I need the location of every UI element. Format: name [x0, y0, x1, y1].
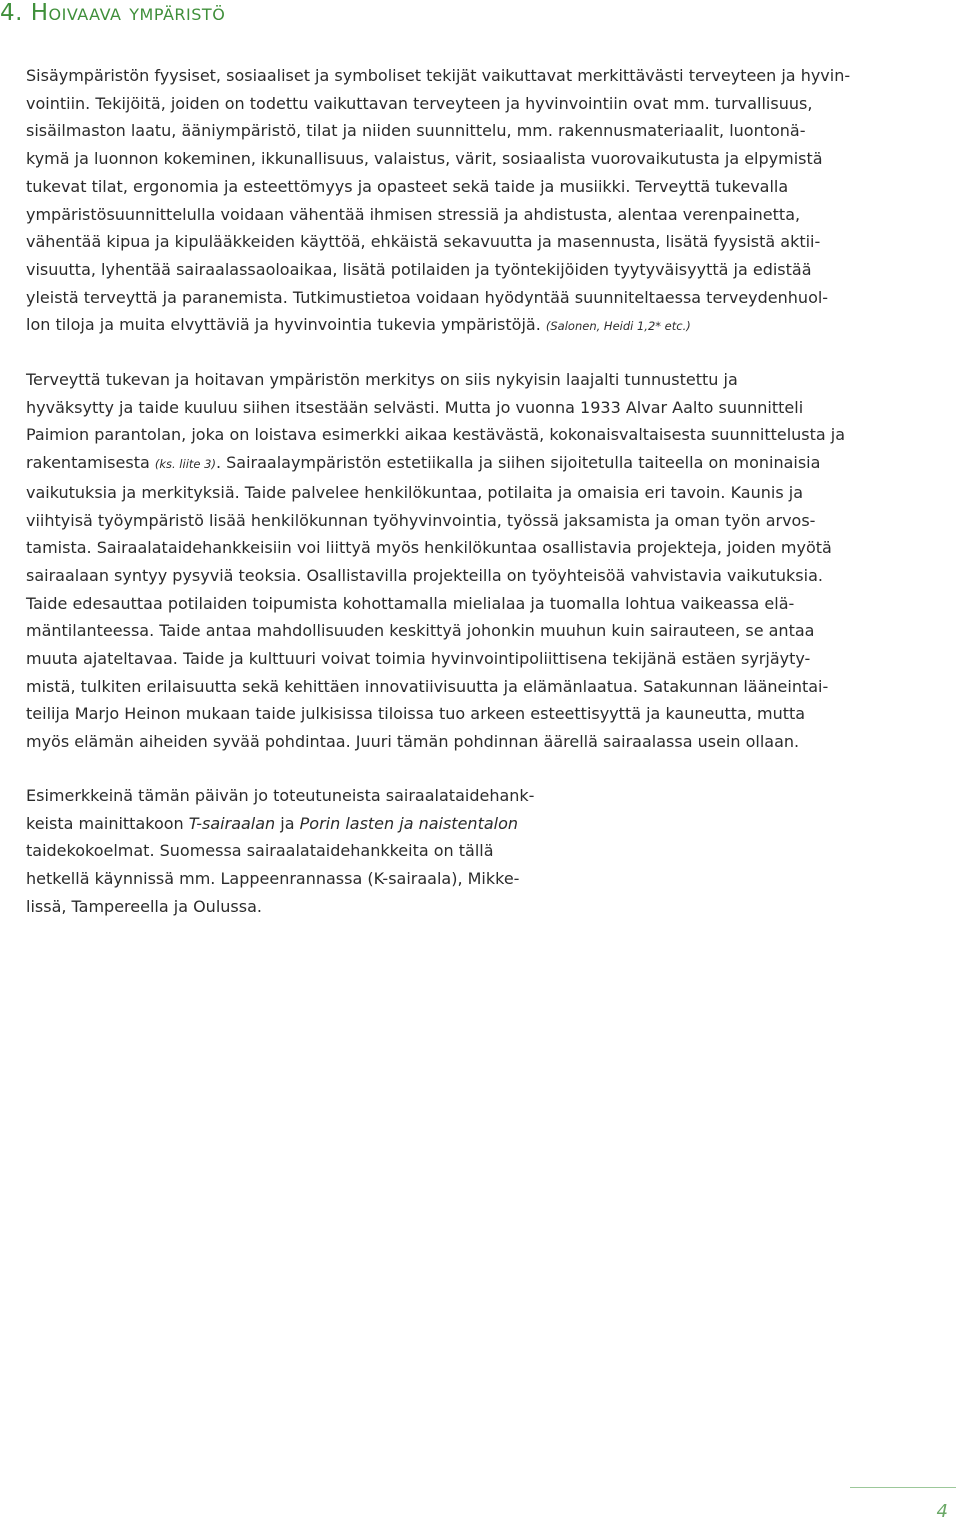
text-line-start: keista mainittakoon [26, 813, 189, 833]
text-line: viihtyisä työympäristö lisää henkilökunnan työhyvinvointia, työssä jaksamista ja oman työn arvos- [26, 510, 816, 530]
paragraph-3 [26, 782, 534, 921]
section-number: 4. [0, 0, 23, 26]
reference-citation: (Salonen, Heidi 1,2* etc.) [545, 319, 691, 334]
text-line: mistä, tulkiten erilaisuutta sekä kehittäen innovatiivisuutta ja elämänlaatua. Satakunnan lääneintai- [26, 676, 829, 696]
text-line: Esimerkkeinä tämän päivän jo toteutuneista sairaalataidehank- [26, 786, 535, 805]
text-line: sairaalaan syntyy pysyviä teoksia. Osallistavilla projekteilla on työyhteisöä vahvistavia vaikutuksia. [26, 565, 823, 585]
text-line: vähentää kipua ja kipulääkkeiden käyttöä, ehkäistä sekavuutta ja masennusta, lisätä fyysistä aktii- [26, 232, 821, 252]
reference-citation: (ks. liite 3) [154, 457, 216, 472]
emphasized-name-pori: Porin lasten ja naistentalon [299, 813, 519, 833]
text-line: tamista. Sairaalataidehankkeisiin voi liittyä myös henkilökuntaa osallistavia projekteja, joiden myötä [26, 538, 832, 558]
paragraph-2 [26, 366, 845, 756]
text-line: Terveyttä tukevan ja hoitavan ympäristön merkitys on siis nykyisin laajalti tunnustettu ja [26, 370, 738, 389]
text-line: taidekokoelmat. Suomessa sairaalataidehankkeita on tällä [26, 841, 494, 861]
text-line: mäntilanteessa. Taide antaa mahdollisuuden keskittyä johonkin muuhun kuin sairauteen, se antaa [26, 621, 815, 641]
text-line: lissä, Tampereella ja Oulussa. [26, 896, 262, 916]
page-number: 4 [936, 1501, 948, 1522]
text-line: hyväksytty ja taide kuuluu siihen itsestään selvästi. Mutta jo vuonna 1933 Alvar Aalto suunnitteli [26, 397, 804, 417]
text-line: visuutta, lyhentää sairaalassaoloaikaa, lisätä potilaiden ja työntekijöiden tyytyväisyyttä ja edistää [26, 259, 812, 279]
emphasized-name-t-sairaala: T-sairaalan [188, 813, 276, 833]
text-line: tukevat tilat, ergonomia ja esteettömyys ja opasteet sekä taide ja musiikki. Terveyttä tukevalla [26, 176, 789, 196]
text-line [26, 311, 850, 341]
text-line: muuta ajateltavaa. Taide ja kulttuuri voivat toimia hyvinvointipoliittisena tekijänä estäen syrjäyty- [26, 649, 811, 669]
text-line: vointiin. Tekijöitä, joiden on todettu vaikuttavan terveyteen ja hyvinvointiin ovat mm. turvallisuus, [26, 93, 813, 113]
text-line [26, 810, 534, 838]
text-line-end: . Sairaalaympäristön estetiikalla ja siihen sijoitetulla taiteella on moninaisia [215, 453, 821, 473]
text-line: vaikutuksia ja merkityksiä. Taide palvelee henkilökuntaa, potilaita ja omaisia eri tavoin. Kaunis ja [26, 482, 803, 502]
section-heading [0, 0, 225, 26]
text-line: hetkellä käynnissä mm. Lappeenrannassa (K-sairaala), Mikke- [26, 869, 520, 889]
text-line-mid: ja [275, 813, 300, 833]
text-line: Taide edesauttaa potilaiden toipumista kohottamalla mielialaa ja tuomalla lohtua vaikeassa elä- [26, 593, 795, 613]
text-line: myös elämän aiheiden syvää pohdintaa. Juuri tämän pohdinnan äärellä sairaalassa usein ollaan. [26, 732, 800, 752]
text-line: sisäilmaston laatu, ääniympäristö, tilat ja niiden suunnittelu, mm. rakennusmateriaalit, luontonä- [26, 121, 806, 141]
text-line: Paimion parantolan, joka on loistava esimerkki aikaa kestävästä, kokonaisvaltaisesta suunnittelusta ja [26, 425, 846, 445]
text-line: kymä ja luonnon kokeminen, ikkunallisuus, valaistus, värit, sosiaalista vuorovaikutusta ja elpymistä [26, 149, 823, 169]
text-line-content: lon tiloja ja muita elvyttäviä ja hyvinvointia tukevia ympäristöjä. [26, 315, 541, 335]
section-title: Hoivaava ympäristö [30, 0, 226, 26]
footer-rule [850, 1487, 956, 1488]
text-line: Sisäympäristön fyysiset, sosiaaliset ja symboliset tekijät vaikuttavat merkittävästi terveyteen ja hyvin- [26, 66, 851, 85]
text-line: ympäristösuunnittelulla voidaan vähentää ihmisen stressiä ja ahdistusta, alentaa verenpainetta, [26, 204, 801, 224]
text-line [26, 449, 845, 479]
text-line: teilija Marjo Heinon mukaan taide julkisissa tiloissa tuo arkeen esteettisyyttä ja kauneutta, mutta [26, 704, 806, 724]
text-line: yleistä terveyttä ja paranemista. Tutkimustietoa voidaan hyödyntää suunniteltaessa terveydenhuol- [26, 287, 829, 307]
paragraph-1 [26, 62, 850, 341]
text-line-start: rakentamisesta [26, 453, 150, 473]
